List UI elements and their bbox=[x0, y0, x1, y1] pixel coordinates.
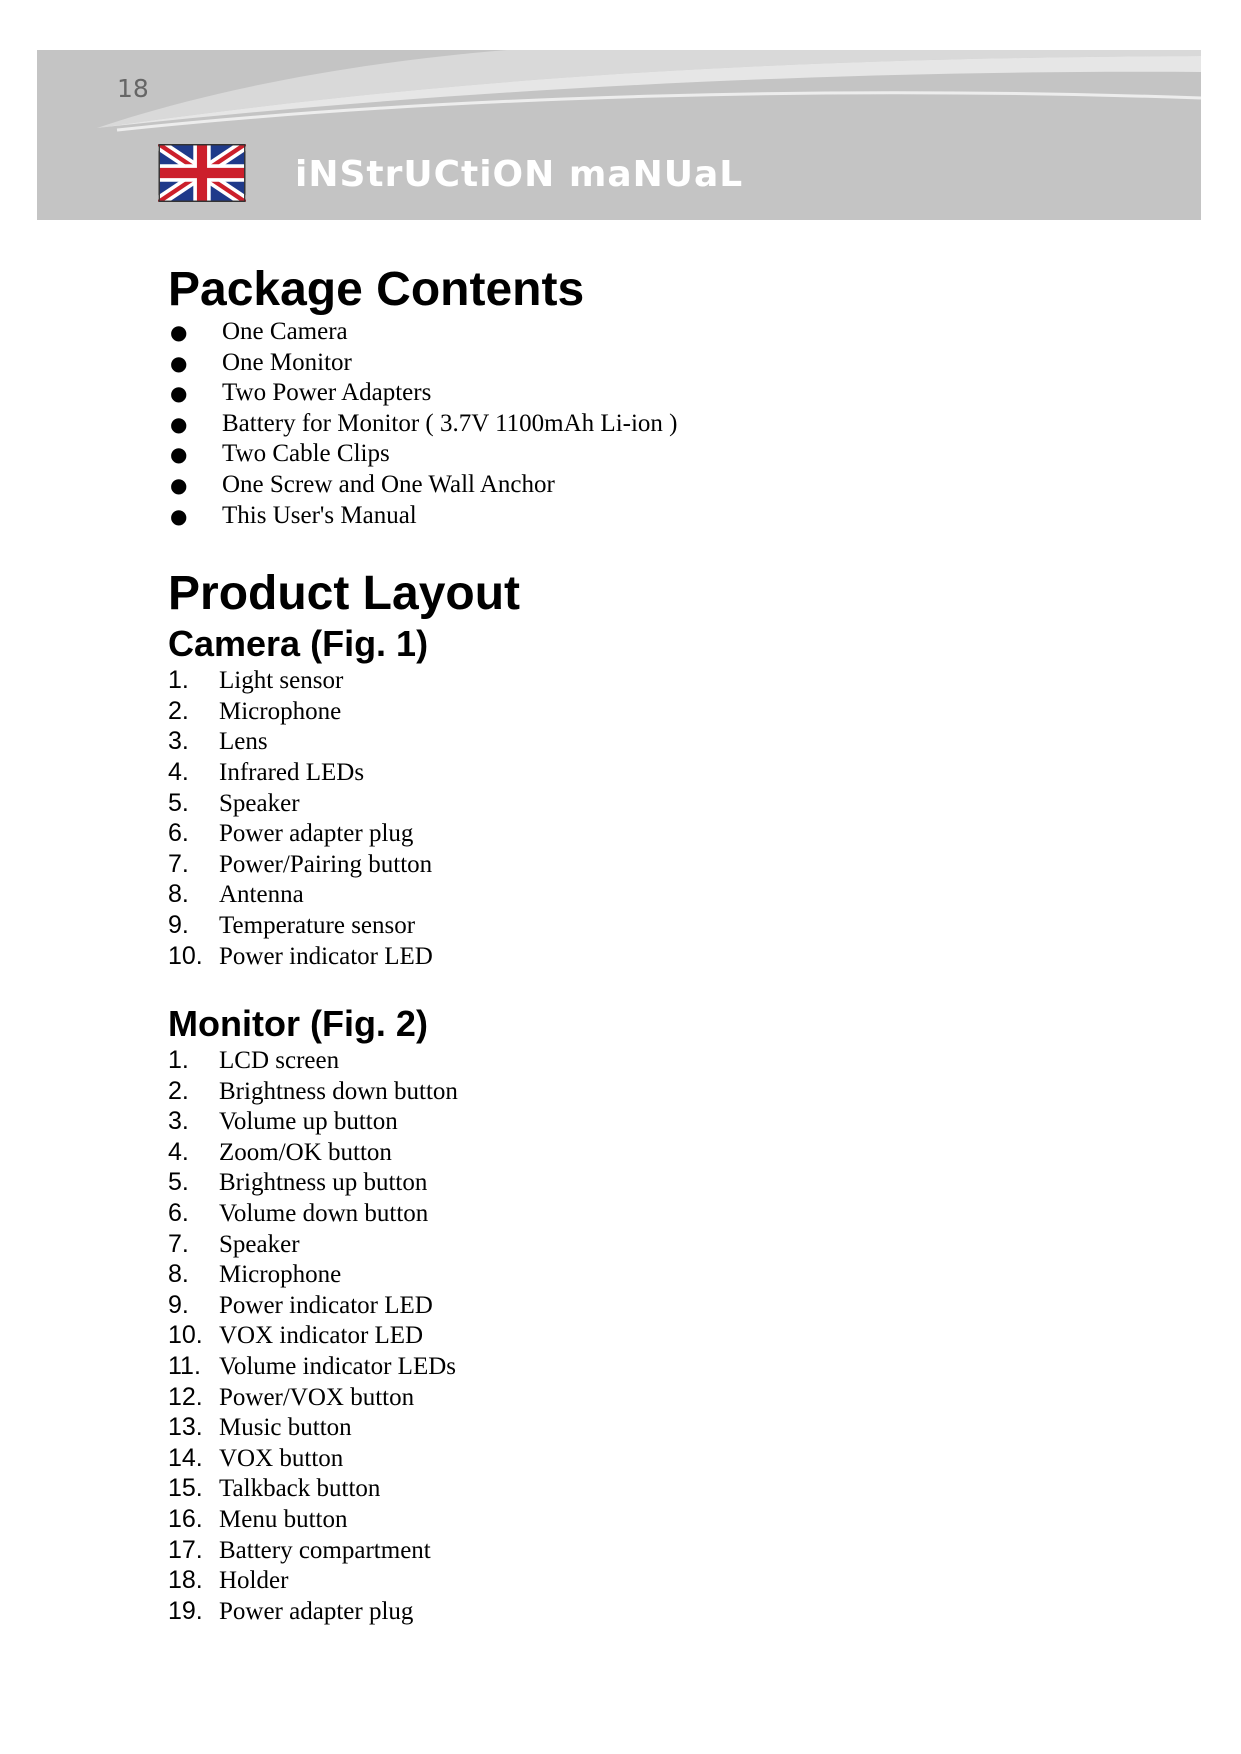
monitor-part-item bbox=[168, 1505, 1168, 1536]
package-contents-section bbox=[168, 262, 1168, 532]
package-item-label: Battery for Monitor ( 3.7V 1100mAh Li-ion ) bbox=[222, 409, 678, 437]
manual-title: iNStrUCtiON maNUaL bbox=[295, 154, 744, 195]
monitor-part-item-number: 2. bbox=[168, 1076, 189, 1105]
camera-part-item-number: 10. bbox=[168, 941, 203, 970]
bullet-icon: ● bbox=[170, 381, 188, 406]
camera-part-item bbox=[168, 758, 1168, 789]
monitor-part-item-number: 1. bbox=[168, 1046, 189, 1075]
camera-part-item-label: Power indicator LED bbox=[219, 942, 433, 970]
monitor-part-item-label: Holder bbox=[219, 1567, 289, 1595]
monitor-part-item bbox=[168, 1230, 1168, 1261]
bullet-icon: ● bbox=[170, 411, 188, 436]
monitor-part-item-number: 9. bbox=[168, 1290, 189, 1319]
monitor-part-item bbox=[168, 1597, 1168, 1628]
camera-part-item-label: Lens bbox=[219, 728, 268, 756]
package-item bbox=[168, 471, 1168, 502]
camera-part-item-number: 9. bbox=[168, 910, 189, 939]
monitor-part-item-number: 5. bbox=[168, 1168, 189, 1197]
camera-part-item-number: 2. bbox=[168, 696, 189, 725]
monitor-part-item bbox=[168, 1168, 1168, 1199]
camera-part-item-label: Infrared LEDs bbox=[219, 758, 365, 786]
monitor-part-item bbox=[168, 1199, 1168, 1230]
camera-parts-list bbox=[168, 666, 1168, 972]
camera-heading: Camera (Fig. 1) bbox=[168, 623, 429, 665]
monitor-part-item bbox=[168, 1566, 1168, 1597]
monitor-part-item-label: Brightness down button bbox=[219, 1077, 458, 1105]
camera-part-item-number: 3. bbox=[168, 727, 189, 756]
package-item bbox=[168, 318, 1168, 349]
monitor-part-item bbox=[168, 1321, 1168, 1352]
monitor-part-item bbox=[168, 1474, 1168, 1505]
monitor-part-item bbox=[168, 1352, 1168, 1383]
monitor-part-item-number: 3. bbox=[168, 1107, 189, 1136]
bullet-icon: ● bbox=[170, 472, 188, 497]
package-item-label: One Screw and One Wall Anchor bbox=[222, 470, 555, 498]
uk-flag-icon bbox=[158, 144, 246, 202]
bullet-icon: ● bbox=[170, 442, 188, 467]
camera-part-item bbox=[168, 697, 1168, 728]
camera-part-item-number: 7. bbox=[168, 849, 189, 878]
monitor-part-item-label: LCD screen bbox=[219, 1047, 340, 1075]
product-layout-section bbox=[168, 566, 1168, 1627]
monitor-part-item-number: 18. bbox=[168, 1566, 203, 1595]
monitor-part-item-label: Power/VOX button bbox=[219, 1383, 415, 1411]
monitor-part-item bbox=[168, 1291, 1168, 1322]
camera-part-item-label: Microphone bbox=[219, 697, 342, 725]
monitor-part-item-number: 12. bbox=[168, 1382, 203, 1411]
package-item bbox=[168, 502, 1168, 533]
camera-part-item-label: Temperature sensor bbox=[219, 911, 416, 939]
monitor-part-item-number: 6. bbox=[168, 1199, 189, 1228]
camera-part-item-number: 5. bbox=[168, 788, 189, 817]
monitor-part-item-number: 10. bbox=[168, 1321, 203, 1350]
camera-part-item-label: Power/Pairing button bbox=[219, 850, 433, 878]
monitor-part-item-label: Volume indicator LEDs bbox=[219, 1353, 456, 1381]
package-item-label: Two Power Adapters bbox=[222, 379, 432, 407]
camera-part-item-number: 1. bbox=[168, 666, 189, 695]
monitor-part-item bbox=[168, 1077, 1168, 1108]
monitor-part-item-label: Speaker bbox=[219, 1230, 300, 1258]
camera-part-item-label: Speaker bbox=[219, 789, 300, 817]
camera-part-item bbox=[168, 819, 1168, 850]
package-item-label: This User's Manual bbox=[222, 501, 417, 529]
camera-part-item bbox=[168, 727, 1168, 758]
monitor-part-item bbox=[168, 1046, 1168, 1077]
package-item bbox=[168, 440, 1168, 471]
camera-part-item bbox=[168, 666, 1168, 697]
monitor-part-item bbox=[168, 1413, 1168, 1444]
monitor-part-item-number: 15. bbox=[168, 1474, 203, 1503]
camera-part-item-number: 6. bbox=[168, 819, 189, 848]
monitor-part-item-number: 19. bbox=[168, 1596, 203, 1625]
monitor-part-item bbox=[168, 1107, 1168, 1138]
monitor-part-item-label: Power indicator LED bbox=[219, 1291, 433, 1319]
monitor-part-item-label: Talkback button bbox=[219, 1475, 381, 1503]
package-contents-heading: Package Contents bbox=[168, 263, 585, 316]
camera-part-item bbox=[168, 880, 1168, 911]
monitor-parts-list bbox=[168, 1046, 1168, 1627]
monitor-part-item-number: 11. bbox=[168, 1352, 201, 1381]
camera-part-item bbox=[168, 789, 1168, 820]
monitor-part-item-number: 16. bbox=[168, 1505, 203, 1533]
monitor-part-item-number: 4. bbox=[168, 1137, 189, 1166]
monitor-part-item-number: 17. bbox=[168, 1535, 203, 1564]
monitor-part-item-label: Brightness up button bbox=[219, 1169, 428, 1197]
package-item-label: One Camera bbox=[222, 318, 348, 345]
camera-part-item-label: Power adapter plug bbox=[219, 820, 414, 848]
camera-part-item-label: Antenna bbox=[219, 881, 304, 909]
monitor-part-item bbox=[168, 1138, 1168, 1169]
monitor-part-item bbox=[168, 1444, 1168, 1475]
page-number: 18 bbox=[117, 74, 149, 103]
monitor-part-item-label: Volume up button bbox=[219, 1108, 398, 1136]
camera-part-item bbox=[168, 942, 1168, 973]
package-item bbox=[168, 410, 1168, 441]
monitor-part-item-label: VOX indicator LED bbox=[219, 1322, 424, 1350]
monitor-part-item bbox=[168, 1383, 1168, 1414]
bullet-icon: ● bbox=[170, 320, 188, 344]
monitor-part-item-number: 13. bbox=[168, 1413, 203, 1442]
monitor-part-item-label: Microphone bbox=[219, 1261, 342, 1289]
package-item bbox=[168, 379, 1168, 410]
monitor-part-item-label: Zoom/OK button bbox=[219, 1138, 392, 1166]
monitor-part-item-label: Menu button bbox=[219, 1506, 348, 1533]
monitor-part-item-label: VOX button bbox=[219, 1444, 344, 1472]
package-item bbox=[168, 349, 1168, 380]
camera-part-item bbox=[168, 911, 1168, 942]
monitor-part-item-number: 8. bbox=[168, 1260, 189, 1289]
package-contents-list bbox=[168, 318, 1168, 532]
header-banner bbox=[37, 50, 1201, 220]
monitor-part-item-label: Battery compartment bbox=[219, 1536, 431, 1564]
monitor-part-item bbox=[168, 1536, 1168, 1567]
monitor-heading: Monitor (Fig. 2) bbox=[168, 1003, 428, 1045]
package-item-label: One Monitor bbox=[222, 348, 352, 376]
product-layout-heading: Product Layout bbox=[168, 567, 521, 621]
monitor-part-item-label: Power adapter plug bbox=[219, 1597, 414, 1625]
monitor-part-item-label: Volume down button bbox=[219, 1200, 429, 1228]
page-content bbox=[168, 262, 1168, 1627]
camera-part-item-number: 8. bbox=[168, 880, 189, 909]
monitor-part-item-label: Music button bbox=[219, 1414, 352, 1442]
monitor-part-item-number: 7. bbox=[168, 1229, 189, 1258]
camera-part-item bbox=[168, 850, 1168, 881]
camera-part-item-number: 4. bbox=[168, 757, 189, 786]
monitor-part-item-number: 14. bbox=[168, 1443, 203, 1472]
camera-part-item-label: Light sensor bbox=[219, 667, 344, 695]
bullet-icon: ● bbox=[170, 503, 188, 528]
monitor-part-item bbox=[168, 1260, 1168, 1291]
package-item-label: Two Cable Clips bbox=[222, 440, 390, 468]
bullet-icon: ● bbox=[170, 350, 188, 375]
